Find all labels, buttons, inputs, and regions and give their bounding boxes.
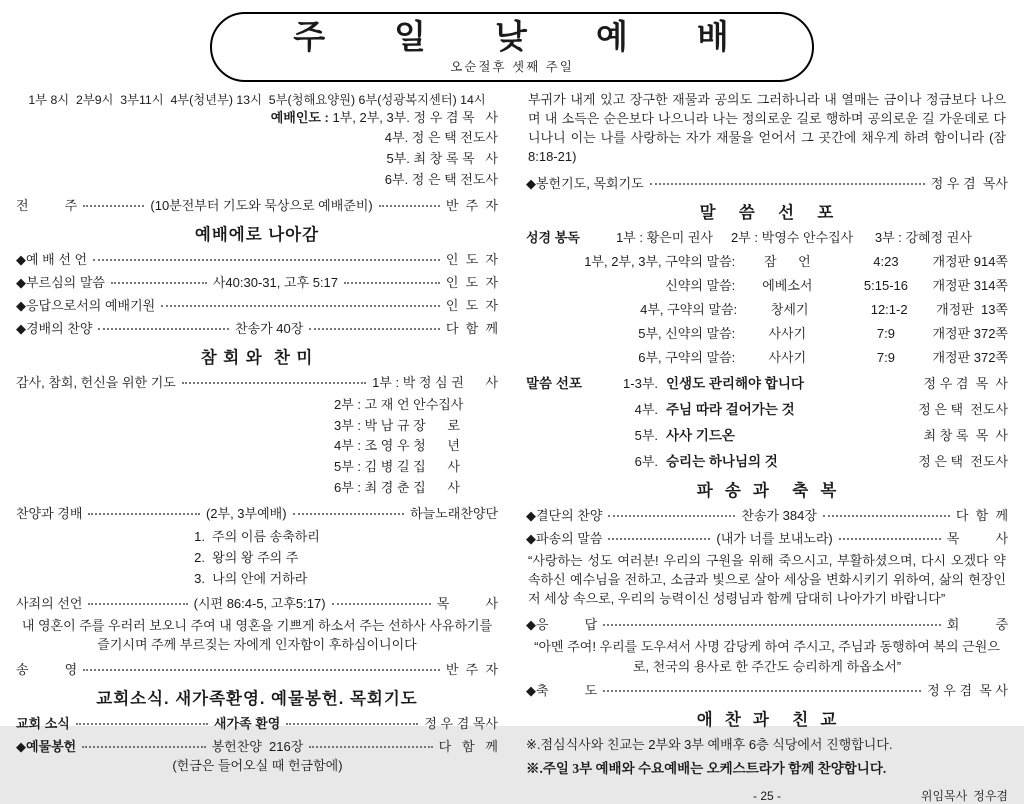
row-label: ◆예 배 선 언 [16, 251, 88, 267]
scripture-readers-row [526, 227, 1008, 246]
dotted-leader [839, 538, 941, 540]
sermon-title: 주님 따라 걸어가는 것 [666, 401, 795, 417]
orchestra-notice: ※.주일 3부 예배와 수요예배는 오케스트라가 함께 찬양합니다. [526, 761, 887, 777]
reading-part: 1부, 2부, 3부, 구약의 말씀: [584, 253, 736, 269]
reading-book: 사사기 [768, 349, 807, 365]
dotted-leader [379, 205, 440, 207]
row-person: 인 도 자 [445, 251, 498, 267]
row-scripture: (내가 너를 보내노라) [716, 530, 833, 546]
dotted-leader [603, 690, 921, 692]
row-label: 사죄의 선언 [16, 595, 83, 611]
reading-row [526, 275, 1008, 294]
row-note: (2부, 3부예배) [205, 505, 287, 521]
sermon-preacher: 정 우 겸 목 사 [923, 375, 1008, 391]
reading-part: 5부, 신약의 말씀: [638, 325, 736, 341]
scripture-readers: 1부 : 황은미 권사 2부 : 박영수 안수집사 3부 : 강혜정 권사 [615, 229, 972, 245]
section-approach-heading: 예배에로 나아감 [194, 225, 320, 244]
reading-part: 6부, 구약의 말씀: [638, 349, 736, 365]
sermon-row [526, 398, 1008, 418]
reading-book: 잠 언 [763, 253, 811, 269]
row-label: ◆경배의 찬양 [16, 320, 93, 336]
dotted-leader [309, 328, 440, 330]
sermon-title: 승리는 하나님의 것 [666, 453, 778, 469]
reading-verse: 7:9 [876, 349, 895, 365]
offering-center [76, 736, 438, 774]
dotted-leader [98, 328, 229, 330]
dotted-leader [823, 515, 950, 517]
sermon-row [526, 450, 1008, 470]
sermon-title: 인생도 관리해야 합니다 [666, 375, 804, 391]
row-label: ◆결단의 찬양 [526, 507, 603, 523]
new-family-welcome: 새가족 환영 [213, 715, 281, 731]
row-choir: 하늘노래찬양단 [410, 505, 499, 521]
prayer-person-6: 6부 : 최 경 춘 집 사 [334, 479, 460, 495]
two-column-layout [16, 90, 1008, 804]
praise-song-2: 2. 왕의 왕 주의 주 [194, 549, 299, 565]
row-person: 정 우 겸 목 사 [927, 683, 1008, 699]
row-label: ◆봉헌기도, 목회기도 [526, 175, 644, 191]
dotted-leader [608, 538, 710, 540]
psalm-quote: 내 영혼이 주를 우러러 보오니 주여 내 영혼을 기쁘게 하소서 주는 선하사 사유하기를 즐기시며 주께 부르짖는 자에게 인자함이 후하심이니이다 [21, 617, 493, 653]
row-person: 정 우 겸 목사 [424, 715, 498, 731]
dotted-leader [82, 746, 205, 748]
liturgy-row-invocation [16, 295, 498, 314]
church-news-row [16, 713, 498, 732]
sermon-part: 1-3부. [623, 375, 658, 391]
offering-hymn: 봉헌찬양 216장 [211, 738, 304, 754]
reading-book: 창세기 [770, 301, 809, 317]
praise-worship-row [16, 503, 498, 522]
left-column [16, 90, 498, 804]
doxology-row [16, 659, 498, 678]
row-label: ◆축 도 [526, 683, 598, 699]
sermon-row [526, 372, 1008, 392]
benediction-row [526, 680, 1008, 699]
reading-page: 개정판 372쪽 [932, 325, 1008, 341]
worship-leaders-line-1 [16, 108, 498, 129]
reading-page: 개정판 13쪽 [936, 301, 1008, 317]
reading-page: 개정판 314쪽 [932, 277, 1008, 293]
prayer-person-4: 4부 : 조 영 우 청 년 [334, 438, 460, 454]
prayer-person-5: 5부 : 김 병 길 집 사 [334, 459, 460, 475]
dotted-leader [286, 723, 418, 725]
row-label: ◆파송의 말씀 [526, 530, 603, 546]
worship-leaders-block [16, 108, 498, 191]
dotted-leader [111, 282, 207, 284]
reading-row [526, 323, 1008, 342]
sermon-part: 6부. [634, 453, 658, 469]
row-label: ◆부르심의 말씀 [16, 274, 105, 290]
sermon-preacher: 정 은 택 전도사 [918, 401, 1008, 417]
reading-verse: 7:9 [876, 325, 895, 341]
row-person: 다 함 께 [445, 320, 498, 336]
section-word-heading: 말 씀 선 포 [699, 203, 835, 222]
row-label: ◆응 답 [526, 617, 598, 633]
absolution-row [16, 593, 498, 612]
senior-pastor-signature: 위임목사 정우겸 [920, 789, 1009, 804]
confession-prayer-block [16, 372, 498, 499]
dotted-leader [344, 282, 440, 284]
row-label: ◆응답으로서의 예배기원 [16, 297, 156, 313]
dotted-leader [88, 513, 200, 515]
page-footer [526, 787, 1008, 804]
prayer-person-1: 1부 : 박 정 심 권 사 [372, 374, 498, 390]
page-title: 주 일 낮 예 배 [293, 18, 731, 55]
dotted-leader [182, 382, 366, 384]
reading-row [526, 347, 1008, 366]
row-person: 정 우 겸 목사 [930, 175, 1008, 191]
praise-song-list [194, 526, 320, 589]
offering-hymn-line [76, 736, 438, 755]
reading-row [526, 299, 1008, 318]
dotted-leader [608, 515, 735, 517]
prelude-performer: 반 주 자 [445, 197, 498, 213]
reading-verse: 12:1-2 [870, 301, 908, 317]
row-person: 인 도 자 [445, 274, 499, 290]
prayer-person-3: 3부 : 박 남 규 장 로 [334, 417, 460, 433]
scripture-reading-label: 성경 봉독 [526, 229, 580, 245]
liturgy-row-call-to-worship [16, 249, 498, 268]
sending-word-row [526, 528, 1008, 547]
dotted-leader [161, 305, 440, 307]
dotted-leader [332, 603, 431, 605]
row-label: 송 영 [16, 661, 78, 677]
prelude-label: 전 주 [16, 197, 78, 213]
section-news-heading: 교회소식. 새가족환영. 예물봉헌. 목회기도 [96, 689, 418, 708]
right-column [526, 90, 1008, 804]
row-label: ◆예물봉헌 [16, 738, 77, 754]
page-number: - 25 - [753, 789, 782, 804]
row-hymn: 찬송가 40장 [234, 320, 304, 336]
worship-leader-1-3: 1부, 2부, 3부. 정 우 겸 목 사 [332, 109, 498, 125]
row-person: 다 함 께 [955, 507, 1009, 523]
offering-row [16, 736, 498, 774]
row-person: 인 도 자 [445, 297, 498, 313]
worship-leaders-label: 예배인도 : [270, 109, 333, 125]
prelude-row [16, 195, 498, 214]
reading-row [526, 251, 1008, 270]
row-person: 회 중 [946, 617, 1008, 633]
reading-book: 에베소서 [762, 277, 813, 293]
proverbs-quote: 부귀가 내게 있고 장구한 재물과 공의도 그러하니라 내 열매는 금이나 정금보다 나으며 내 소득은 순은보다 나으니라 나는 정의로운 길로 행하며 공의로운 길 가운데로 다니나니 이는 나를 사랑하는 자가 재물을 얻어서 그 곳간에 채우게 하려 함이니라 (잠 8:18-21) [528, 91, 1006, 165]
praise-song-3: 3. 나의 안에 거하라 [194, 570, 308, 586]
prayer-person-2: 2부 : 고 재 언 안수집사 [334, 396, 464, 412]
worship-leader-6: 6부. 정 은 택 전도사 [384, 171, 498, 187]
section-sending-heading: 파 송 과 축 복 [696, 481, 838, 500]
dotted-leader [603, 624, 941, 626]
sermon-part: 4부. [634, 401, 658, 417]
prayer-person-list [16, 395, 498, 499]
reading-part: 신약의 말씀: [665, 277, 736, 293]
row-hymn: 찬송가 384장 [741, 507, 817, 523]
lunch-notice: ※.점심식사와 친교는 2부와 3부 예배후 6층 식당에서 진행합니다. [526, 737, 893, 753]
dotted-leader [88, 603, 187, 605]
row-person: 반 주 자 [445, 661, 498, 677]
commitment-hymn-row [526, 505, 1008, 524]
row-label: 교회 소식 [16, 715, 70, 731]
response-row [526, 614, 1008, 633]
row-person: 목 사 [436, 595, 498, 611]
prelude-note: (10분전부터 기도와 묵상으로 예배준비) [150, 197, 373, 213]
reading-page: 개정판 914쪽 [932, 253, 1008, 269]
praise-song-1: 1. 주의 이름 송축하리 [194, 528, 320, 544]
sermon-part: 5부. [634, 427, 658, 443]
dotted-leader [309, 746, 432, 748]
worship-leader-5: 5부. 최 창 록 목 사 [386, 151, 498, 167]
sermon-title: 사사 기드온 [666, 427, 735, 443]
section-confession-heading: 참 회 와 찬 미 [200, 348, 314, 367]
offering-instruction: (헌금은 들어오실 때 헌금함에) [172, 757, 343, 773]
scripture-readings-table [526, 251, 1008, 366]
page-subtitle: 오순절후 셋째 주일 [450, 59, 574, 74]
reading-verse: 4:23 [873, 253, 899, 269]
dotted-leader [93, 259, 440, 261]
row-person: 목 사 [946, 530, 1008, 546]
sermon-row [526, 424, 1008, 444]
sermon-preacher: 최 창 록 목 사 [923, 427, 1008, 443]
row-scripture: 사40:30-31, 고후 5:17 [212, 274, 338, 290]
response-quote: “아멘 주여! 우리를 도우셔서 사명 감당케 하여 주시고, 주님과 동행하여 복의 근원으로, 천국의 용사로 한 주간도 승리하게 하옵소서” [534, 639, 1000, 674]
worship-leader-4: 4부. 정 은 택 전도사 [384, 130, 498, 146]
row-label: 찬양과 경배 [16, 505, 83, 521]
dotted-leader [83, 669, 440, 671]
confession-prayer-row [16, 372, 498, 391]
reading-verse: 5:15-16 [863, 277, 908, 293]
liturgy-row-praise-hymn [16, 318, 498, 337]
sending-message-quote: “사랑하는 성도 여러분! 우리의 구원을 위해 죽으시고, 부활하셨으며, 다시 오겠다 약속하신 예수님을 전하고, 소금과 빛으로 살아 세상을 변화시키기 위하여, 삶의 현장인 저 세상 속으로, 우리의 능력이신 성령님과 함께 담대히 나아가기 바랍니다” [528, 552, 1006, 606]
sermon-preacher: 정 은 택 전도사 [918, 453, 1008, 469]
sermon-section-label: 말씀 선포 [526, 375, 582, 391]
dotted-leader [83, 205, 144, 207]
dotted-leader [293, 513, 405, 515]
liturgy-row-calling-word [16, 272, 498, 291]
service-times: 1부 8시 2부9시 3부11시 4부(청년부) 13시 5부(청해요양원) 6부(성광복지센터) 14시 [28, 92, 486, 107]
row-person: 다 함 께 [438, 738, 498, 754]
title-box [210, 12, 814, 82]
section-fellowship-heading: 애 찬 과 친 교 [696, 711, 838, 730]
dotted-leader [650, 183, 925, 185]
reading-book: 사사기 [768, 325, 807, 341]
offering-prayer-row [526, 173, 1008, 192]
row-scripture: (시편 86:4-5, 고후5:17) [193, 595, 326, 611]
reading-part: 4부, 구약의 말씀: [640, 301, 738, 317]
reading-page: 개정판 372쪽 [932, 349, 1008, 365]
prayer-label: 감사, 참회, 헌신을 위한 기도 [16, 374, 176, 390]
sermon-list [526, 372, 1008, 470]
dotted-leader [76, 723, 208, 725]
